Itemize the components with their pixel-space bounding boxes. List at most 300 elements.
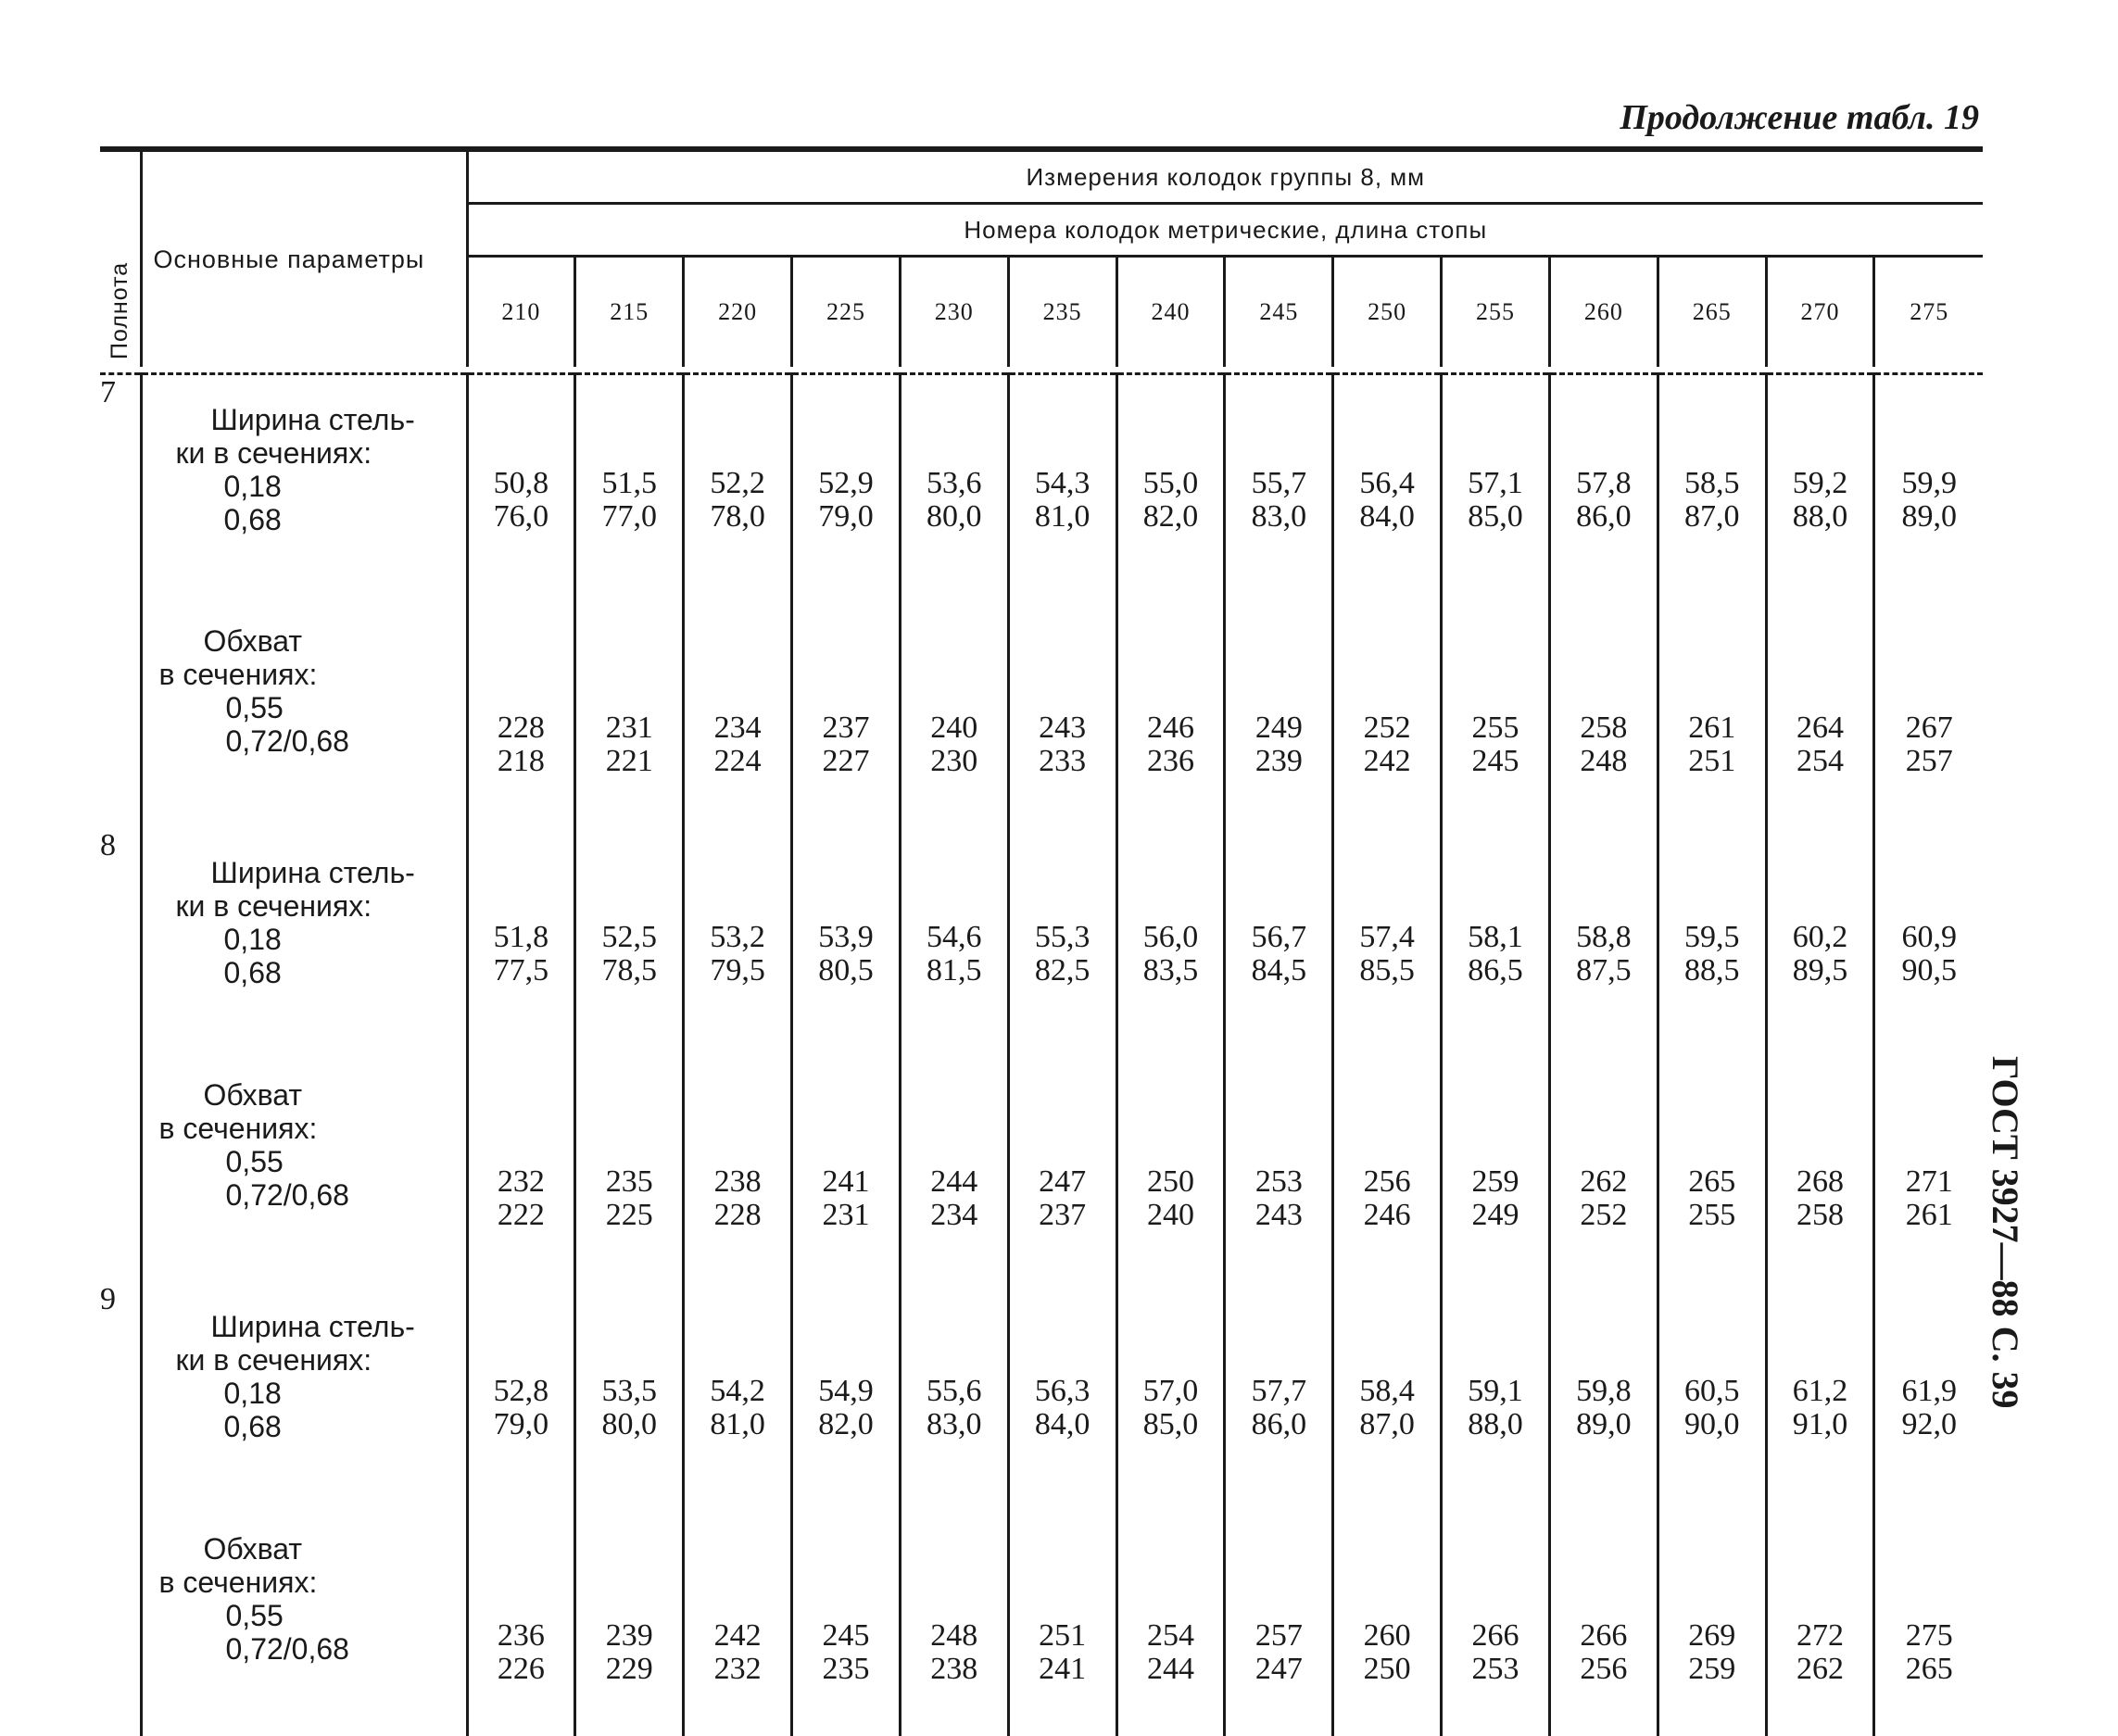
value-text: 81,0 xyxy=(1034,498,1091,534)
value-cell xyxy=(1225,374,1333,606)
value-cell xyxy=(1766,1282,1874,1514)
value-text: 90,0 xyxy=(1683,1406,1740,1441)
section-label: 0,18 xyxy=(223,922,282,956)
value-text: 54,2 xyxy=(710,1373,765,1408)
value-cell xyxy=(684,606,792,828)
section-label: 0,68 xyxy=(223,503,282,536)
value-text: 59,5 xyxy=(1683,919,1740,954)
parameters-table xyxy=(100,146,1983,1736)
value-text: 53,9 xyxy=(818,919,874,954)
value-text: 78,0 xyxy=(710,498,765,534)
value-text: 83,0 xyxy=(1251,498,1307,534)
value-cell xyxy=(900,374,1008,606)
value-text: 84,0 xyxy=(1359,498,1415,534)
value-cell xyxy=(1116,1282,1225,1514)
value-cell xyxy=(575,1060,684,1282)
value-text: 261 xyxy=(1688,710,1736,745)
value-text: 224 xyxy=(713,743,762,778)
value-text: 59,8 xyxy=(1576,1373,1632,1408)
value-text: 236 xyxy=(497,1617,545,1653)
parameter-subtitle: в сечениях: xyxy=(158,1111,318,1145)
value-cell xyxy=(1442,1514,1550,1736)
value-text: 55,0 xyxy=(1142,465,1199,500)
value-cell xyxy=(1874,828,1983,1060)
value-text: 232 xyxy=(497,1164,545,1199)
value-text: 56,4 xyxy=(1359,465,1415,500)
value-text: 228 xyxy=(497,710,545,745)
value-text: 250 xyxy=(1363,1651,1411,1686)
polnota-cell: 8 xyxy=(100,828,141,1282)
value-text: 229 xyxy=(605,1651,653,1686)
value-text: 225 xyxy=(605,1197,653,1232)
value-cell xyxy=(1442,828,1550,1060)
value-text: 248 xyxy=(1580,743,1628,778)
value-text: 268 xyxy=(1797,1164,1845,1199)
value-cell xyxy=(684,1282,792,1514)
value-text: 237 xyxy=(1039,1197,1087,1232)
value-text: 244 xyxy=(1146,1651,1194,1686)
value-cell xyxy=(1658,1282,1766,1514)
section-label: 0,72/0,68 xyxy=(225,1631,349,1666)
size-header-cell: 210 xyxy=(467,257,575,368)
value-text: 56,3 xyxy=(1034,1373,1091,1408)
table-row xyxy=(100,1282,1983,1514)
value-text: 80,0 xyxy=(927,498,982,534)
value-text: 242 xyxy=(1363,743,1411,778)
size-header-cell: 225 xyxy=(792,257,901,368)
value-text: 55,7 xyxy=(1251,465,1307,500)
value-cell xyxy=(684,828,792,1060)
value-cell xyxy=(575,828,684,1060)
value-cell xyxy=(1874,374,1983,606)
section-label: 0,72/0,68 xyxy=(225,723,349,758)
value-text: 79,0 xyxy=(493,1406,549,1441)
value-text: 60,9 xyxy=(1901,919,1957,954)
value-cell xyxy=(1333,374,1442,606)
value-text: 86,0 xyxy=(1251,1406,1307,1441)
section-label: 0,68 xyxy=(223,955,282,989)
value-text: 77,5 xyxy=(493,952,549,988)
value-text: 262 xyxy=(1580,1164,1628,1199)
value-text: 234 xyxy=(930,1197,978,1232)
value-text: 241 xyxy=(822,1164,870,1199)
value-text: 88,0 xyxy=(1468,1406,1523,1441)
value-cell xyxy=(467,1514,575,1736)
value-cell xyxy=(1766,1060,1874,1282)
value-text: 58,5 xyxy=(1683,465,1740,500)
value-text: 267 xyxy=(1905,710,1953,745)
value-cell xyxy=(1658,1060,1766,1282)
value-cell xyxy=(1008,1060,1116,1282)
table-body xyxy=(100,374,1983,1736)
value-cell xyxy=(1008,1514,1116,1736)
polnota-cell: 9 xyxy=(100,1282,141,1736)
value-text: 79,5 xyxy=(710,952,765,988)
value-cell xyxy=(575,1282,684,1514)
value-cell xyxy=(1008,1282,1116,1514)
section-label: 0,72/0,68 xyxy=(225,1177,349,1212)
value-text: 258 xyxy=(1580,710,1628,745)
value-text: 50,8 xyxy=(493,465,549,500)
value-text: 251 xyxy=(1039,1617,1087,1653)
parameter-subtitle: в сечениях: xyxy=(158,1565,318,1599)
value-text: 83,0 xyxy=(927,1406,982,1441)
value-cell xyxy=(1442,1282,1550,1514)
value-text: 77,0 xyxy=(601,498,658,534)
value-text: 57,0 xyxy=(1142,1373,1199,1408)
value-text: 88,0 xyxy=(1792,498,1848,534)
size-header-cell: 255 xyxy=(1442,257,1550,368)
value-text: 266 xyxy=(1471,1617,1519,1653)
value-cell xyxy=(467,606,575,828)
value-cell xyxy=(900,1282,1008,1514)
value-text: 52,5 xyxy=(601,919,658,954)
value-text: 230 xyxy=(930,743,978,778)
value-text: 238 xyxy=(713,1164,762,1199)
value-text: 269 xyxy=(1688,1617,1736,1653)
value-cell xyxy=(1008,374,1116,606)
value-text: 57,1 xyxy=(1468,465,1523,500)
value-text: 255 xyxy=(1688,1197,1736,1232)
value-cell xyxy=(792,1060,901,1282)
value-text: 236 xyxy=(1146,743,1194,778)
value-cell xyxy=(1874,1282,1983,1514)
value-text: 53,5 xyxy=(601,1373,658,1408)
params-header: Основные параметры xyxy=(141,149,467,367)
value-cell xyxy=(1008,828,1116,1060)
value-cell xyxy=(1658,828,1766,1060)
value-text: 259 xyxy=(1688,1651,1736,1686)
value-cell xyxy=(792,374,901,606)
value-cell xyxy=(1766,606,1874,828)
table-row xyxy=(100,1514,1983,1736)
value-text: 254 xyxy=(1797,743,1845,778)
value-text: 61,2 xyxy=(1792,1373,1848,1408)
value-text: 54,6 xyxy=(927,919,982,954)
value-text: 80,0 xyxy=(601,1406,658,1441)
value-cell xyxy=(1225,828,1333,1060)
value-text: 89,5 xyxy=(1792,952,1848,988)
value-cell xyxy=(1658,606,1766,828)
size-header-cell: 230 xyxy=(900,257,1008,368)
value-cell xyxy=(684,1060,792,1282)
section-label: 0,55 xyxy=(225,1598,284,1632)
value-text: 57,8 xyxy=(1576,465,1632,500)
value-text: 227 xyxy=(822,743,870,778)
value-text: 254 xyxy=(1146,1617,1194,1653)
value-cell xyxy=(1225,1514,1333,1736)
value-cell xyxy=(1549,1514,1658,1736)
value-cell xyxy=(900,606,1008,828)
table-row xyxy=(100,1060,1983,1282)
value-cell xyxy=(1874,606,1983,828)
value-cell xyxy=(1766,1514,1874,1736)
value-text: 76,0 xyxy=(493,498,549,534)
value-text: 85,0 xyxy=(1142,1406,1199,1441)
value-text: 246 xyxy=(1146,710,1194,745)
parameter-subtitle: ки в сечениях: xyxy=(175,1342,372,1377)
value-text: 222 xyxy=(497,1197,545,1232)
parameter-subtitle: в сечениях: xyxy=(158,657,318,691)
value-text: 253 xyxy=(1254,1164,1303,1199)
value-text: 87,5 xyxy=(1576,952,1632,988)
value-cell xyxy=(1333,828,1442,1060)
value-text: 262 xyxy=(1797,1651,1845,1686)
section-label: 0,68 xyxy=(223,1409,282,1443)
parameter-title: Обхват xyxy=(203,1531,303,1566)
value-cell xyxy=(1874,1060,1983,1282)
value-text: 259 xyxy=(1471,1164,1519,1199)
parameter-cell xyxy=(141,1060,467,1282)
value-text: 89,0 xyxy=(1576,1406,1632,1441)
size-header-cell: 270 xyxy=(1766,257,1874,368)
value-text: 245 xyxy=(1471,743,1519,778)
value-text: 252 xyxy=(1363,710,1411,745)
value-cell xyxy=(900,1514,1008,1736)
value-cell xyxy=(792,606,901,828)
value-text: 57,7 xyxy=(1251,1373,1307,1408)
parameter-cell xyxy=(141,1282,467,1514)
value-text: 249 xyxy=(1254,710,1303,745)
value-text: 265 xyxy=(1905,1651,1953,1686)
value-text: 59,9 xyxy=(1901,465,1957,500)
table-header xyxy=(100,149,1983,374)
value-cell xyxy=(1333,606,1442,828)
value-text: 256 xyxy=(1580,1651,1628,1686)
parameter-title: Ширина стель- xyxy=(210,1309,415,1343)
value-text: 237 xyxy=(822,710,870,745)
parameter-cell xyxy=(141,1514,467,1736)
size-header-cell: 265 xyxy=(1658,257,1766,368)
value-text: 87,0 xyxy=(1683,498,1740,534)
value-cell xyxy=(1442,606,1550,828)
value-text: 52,2 xyxy=(710,465,765,500)
value-text: 52,8 xyxy=(493,1373,549,1408)
value-text: 59,1 xyxy=(1468,1373,1523,1408)
value-text: 51,5 xyxy=(601,465,658,500)
value-cell xyxy=(684,1514,792,1736)
value-text: 88,5 xyxy=(1683,952,1740,988)
value-text: 92,0 xyxy=(1901,1406,1957,1441)
value-text: 244 xyxy=(930,1164,978,1199)
value-text: 233 xyxy=(1039,743,1087,778)
value-cell xyxy=(1549,828,1658,1060)
value-cell xyxy=(900,1060,1008,1282)
value-text: 252 xyxy=(1580,1197,1628,1232)
value-text: 79,0 xyxy=(818,498,874,534)
subgroup-header: Номера колодок метрические, длина стопы xyxy=(467,204,1983,257)
value-cell xyxy=(1333,1282,1442,1514)
value-text: 232 xyxy=(713,1651,762,1686)
value-text: 54,9 xyxy=(818,1373,874,1408)
value-text: 251 xyxy=(1688,743,1736,778)
value-text: 218 xyxy=(497,743,545,778)
value-text: 243 xyxy=(1254,1197,1303,1232)
value-cell xyxy=(467,1282,575,1514)
value-cell xyxy=(575,606,684,828)
value-text: 86,0 xyxy=(1576,498,1632,534)
value-text: 255 xyxy=(1471,710,1519,745)
parameter-title: Обхват xyxy=(203,623,303,658)
value-text: 264 xyxy=(1797,710,1845,745)
value-text: 60,2 xyxy=(1792,919,1848,954)
value-text: 85,0 xyxy=(1468,498,1523,534)
value-text: 248 xyxy=(930,1617,978,1653)
value-text: 246 xyxy=(1363,1197,1411,1232)
value-text: 221 xyxy=(605,743,653,778)
value-cell xyxy=(467,828,575,1060)
value-cell xyxy=(1549,1060,1658,1282)
table-row xyxy=(100,606,1983,828)
size-header-cell: 240 xyxy=(1116,257,1225,368)
value-text: 271 xyxy=(1905,1164,1953,1199)
value-text: 51,8 xyxy=(493,919,549,954)
document-side-label: ГОСТ 3927—88 С. 39 xyxy=(1985,1056,2026,1409)
value-text: 240 xyxy=(1146,1197,1194,1232)
value-text: 256 xyxy=(1363,1164,1411,1199)
value-text: 249 xyxy=(1471,1197,1519,1232)
value-text: 272 xyxy=(1797,1617,1845,1653)
value-text: 265 xyxy=(1688,1164,1736,1199)
value-cell xyxy=(1225,1282,1333,1514)
value-text: 239 xyxy=(1254,743,1303,778)
size-header-cell: 260 xyxy=(1549,257,1658,368)
value-text: 89,0 xyxy=(1901,498,1957,534)
value-text: 58,1 xyxy=(1468,919,1523,954)
value-cell xyxy=(1442,1060,1550,1282)
value-text: 54,3 xyxy=(1034,465,1091,500)
value-text: 260 xyxy=(1363,1617,1411,1653)
size-header-cell: 250 xyxy=(1333,257,1442,368)
value-cell xyxy=(1333,1060,1442,1282)
size-header-cell: 220 xyxy=(684,257,792,368)
value-cell xyxy=(467,1060,575,1282)
value-text: 83,5 xyxy=(1142,952,1199,988)
value-text: 52,9 xyxy=(818,465,874,500)
value-text: 242 xyxy=(713,1617,762,1653)
parameter-subtitle: ки в сечениях: xyxy=(175,888,372,923)
section-label: 0,18 xyxy=(223,470,282,503)
value-cell xyxy=(1225,1060,1333,1282)
table-row xyxy=(100,374,1983,606)
value-text: 58,8 xyxy=(1576,919,1632,954)
value-text: 235 xyxy=(822,1651,870,1686)
table-row xyxy=(100,828,1983,1060)
value-cell xyxy=(684,374,792,606)
section-label: 0,55 xyxy=(225,1144,284,1178)
value-cell xyxy=(1549,606,1658,828)
value-text: 82,0 xyxy=(818,1406,874,1441)
value-text: 238 xyxy=(930,1651,978,1686)
value-cell xyxy=(1442,374,1550,606)
value-text: 247 xyxy=(1254,1651,1303,1686)
value-text: 226 xyxy=(497,1651,545,1686)
section-label: 0,55 xyxy=(225,690,284,724)
value-text: 56,7 xyxy=(1251,919,1307,954)
value-cell xyxy=(1116,606,1225,828)
value-text: 53,6 xyxy=(927,465,982,500)
polnota-header: Полнота xyxy=(100,149,141,367)
value-cell xyxy=(1116,374,1225,606)
value-cell xyxy=(1008,606,1116,828)
value-text: 245 xyxy=(822,1617,870,1653)
parameter-cell xyxy=(141,828,467,1060)
value-cell xyxy=(792,1514,901,1736)
section-label: 0,18 xyxy=(223,1376,282,1410)
value-text: 241 xyxy=(1039,1651,1087,1686)
value-cell xyxy=(1333,1514,1442,1736)
value-text: 58,4 xyxy=(1359,1373,1415,1408)
value-text: 59,2 xyxy=(1792,465,1848,500)
polnota-cell: 7 xyxy=(100,374,141,828)
value-text: 231 xyxy=(605,710,653,745)
parameter-cell xyxy=(141,374,467,606)
value-text: 257 xyxy=(1905,743,1953,778)
value-text: 60,5 xyxy=(1683,1373,1740,1408)
value-text: 55,3 xyxy=(1034,919,1091,954)
value-text: 257 xyxy=(1254,1617,1303,1653)
value-cell xyxy=(1658,1514,1766,1736)
value-cell xyxy=(1225,606,1333,828)
value-cell xyxy=(1658,374,1766,606)
group-header: Измерения колодок группы 8, мм xyxy=(467,149,1983,204)
parameter-subtitle: ки в сечениях: xyxy=(175,436,372,470)
value-cell xyxy=(792,1282,901,1514)
parameter-title: Ширина стель- xyxy=(210,403,415,436)
value-text: 240 xyxy=(930,710,978,745)
value-text: 57,4 xyxy=(1359,919,1415,954)
value-text: 91,0 xyxy=(1792,1406,1848,1441)
value-text: 85,5 xyxy=(1359,952,1415,988)
parameter-cell xyxy=(141,606,467,828)
value-text: 266 xyxy=(1580,1617,1628,1653)
value-text: 81,0 xyxy=(710,1406,765,1441)
value-text: 234 xyxy=(713,710,762,745)
value-cell xyxy=(1116,828,1225,1060)
value-cell xyxy=(1116,1060,1225,1282)
value-text: 250 xyxy=(1146,1164,1194,1199)
value-text: 228 xyxy=(713,1197,762,1232)
value-text: 243 xyxy=(1039,710,1087,745)
value-text: 258 xyxy=(1797,1197,1845,1232)
value-text: 90,5 xyxy=(1901,952,1957,988)
value-cell xyxy=(900,828,1008,1060)
parameter-title: Обхват xyxy=(203,1077,303,1112)
value-text: 53,2 xyxy=(710,919,765,954)
value-text: 261 xyxy=(1905,1197,1953,1232)
value-text: 253 xyxy=(1471,1651,1519,1686)
size-header-cell: 215 xyxy=(575,257,684,368)
value-cell xyxy=(1116,1514,1225,1736)
value-text: 86,5 xyxy=(1468,952,1523,988)
value-text: 61,9 xyxy=(1901,1373,1957,1408)
value-cell xyxy=(1766,828,1874,1060)
size-header-cell: 245 xyxy=(1225,257,1333,368)
value-cell xyxy=(1874,1514,1983,1736)
continuation-title: Продолжение табл. 19 xyxy=(1620,98,1979,137)
parameter-title: Ширина стель- xyxy=(210,855,415,889)
value-text: 82,0 xyxy=(1142,498,1199,534)
value-text: 81,5 xyxy=(927,952,982,988)
value-text: 239 xyxy=(605,1617,653,1653)
value-cell xyxy=(575,374,684,606)
size-header-cell: 235 xyxy=(1008,257,1116,368)
size-header-cell: 275 xyxy=(1910,298,1949,325)
value-cell xyxy=(1549,374,1658,606)
value-text: 56,0 xyxy=(1142,919,1199,954)
value-text: 84,5 xyxy=(1251,952,1307,988)
value-text: 247 xyxy=(1039,1164,1087,1199)
